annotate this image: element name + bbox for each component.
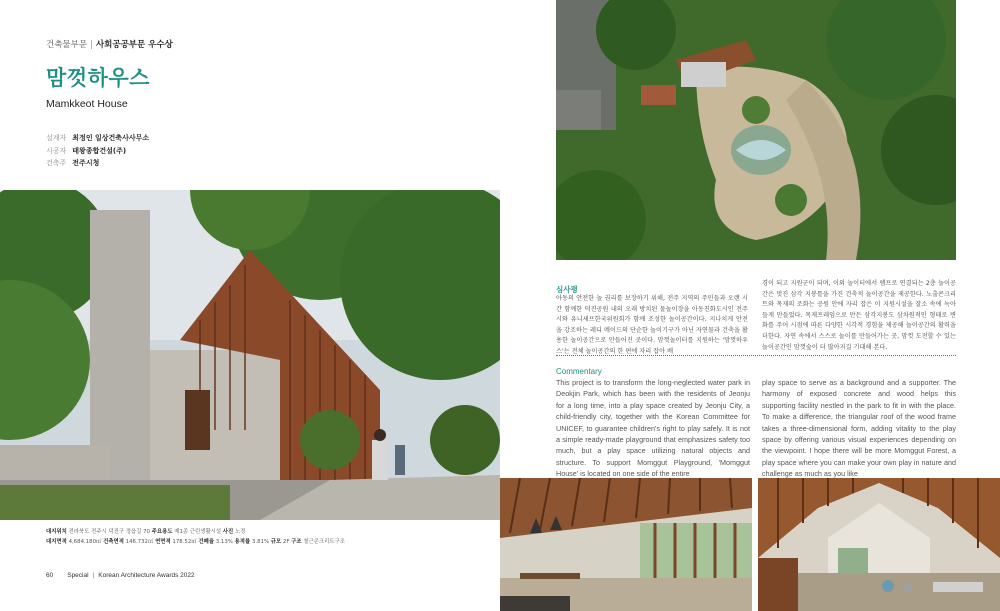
site-info-line2: 대지면적 4,684.180㎡ 건축면적 146.732㎡ 연면적 178.52㎡ 건폐율 3.13% 용적률 3.81% 규모 2F 구조 철근콘크리트구조 (46, 538, 345, 545)
exterior-photo (0, 190, 500, 520)
roof-deck-photo (758, 478, 1000, 611)
aerial-photo (556, 0, 956, 260)
category-label: 건축물부문 (46, 40, 88, 50)
category-line: 건축물부문 | 사회공공부문 우수상 (46, 40, 173, 50)
jury-review-text-col1: 아동의 안전한 놀 권리를 보장하기 위해, 전주 지역의 주민들과 오랜 시간 함께한 덕진공원 내의 오래 방치된 물놀이장을 아동친화도시인 전주시와 유니세프한국위원회가 함께 조성한 놀이공간이다. 지나치게 안전을 강조하는 레디 메이드의 단순한 놀이기구가 아닌 자연물과 건축을 활용한 놀이공간으로 만들어진 곳이다. 맘껏놀이터를 지원하는 '맘껏하우스'는 전체 놀이공간의 한 편에 자리 잡아 배 (556, 295, 748, 355)
jury-review-heading: 심사평 (556, 285, 578, 294)
section-divider (556, 355, 956, 356)
commentary-heading: Commentary (556, 367, 602, 376)
site-info (46, 528, 345, 547)
commentary-text-col2: play space to serve as a background and a supporter. The harmony of exposed concrete and wood helps this supporting facility nestled in the park to fit in with the place. To make a difference, the triangular roof of the wood frame takes a three-dimensional form, adding vitality to the play space by offering various visual experiences depending on the viewpoint. I hope there will be more Momggut Forest, a play space where you can make your own play in nature and challenge as much as you like (762, 378, 956, 479)
award-label: 사회공공부문 우수상 (95, 40, 173, 50)
interior-photo (500, 478, 752, 611)
footer-publication: Korean Architecture Awards 2022 (98, 572, 195, 579)
credit-contractor: 시공자 태왕종합건설(주) (46, 146, 127, 155)
footer-section: Special (67, 572, 89, 579)
page-title: 맘껏하우스 (46, 66, 150, 90)
site-info-line1: 대지위치 전라북도 전주시 덕진구 정읍길 70 주요용도 제1종 근린생활시설 사진 노경 (46, 529, 246, 535)
jury-review-text-col2: 경이 되고 지원군이 되며, 이외 놀이터에서 램프로 연결되는 2층 놀이공간은 멋진 삼각 지붕틀을 가진 건축적 놀이공간을 제공한다. 노출콘크리트와 목재의 조화는 공원 안에 자리 잡은 이 지원시설을 잘소 속에 녹아들게 만들었다. 목재프레임으로 만든 삼각지붕도 삼차원적인 형태로 변화를 주어 시점에 따른 다양한 시각적 경험을 제공해 놀이공간의 활력을 더한다. 자연 속에서 스스로 놀이를 만들어가는 곳, 맘껏 도전할 수 있는 놀이공간인 맘껏숲이 더 많아지길 기대해 본다. (762, 280, 956, 351)
page-subtitle: Mamkkeot House (46, 98, 128, 110)
page-number: 60 (46, 572, 54, 579)
commentary-text-col1: This project is to transform the long-neglected water park in Deokjin Park, which has been with the residents of Jeonju for a long time, into a play space created by Jeonju City, a child-friendly city, together with the Korean Committee for UNICEF, to guarantee children's right to play safely. It is not a simple ready-made playground that emphasizes safety too much, but a play space utilizing natural objects and structure. To support Momggut Playground, 'Momggut House' is located on one side of the entire (556, 378, 750, 479)
page-footer: 60 Special | Korean Architecture Awards 2022 (46, 572, 195, 579)
credits (46, 132, 149, 170)
credit-client: 건축주 전주시청 (46, 159, 100, 167)
credit-designer: 설계자 최정인 일상건축사사무소 (46, 134, 150, 142)
